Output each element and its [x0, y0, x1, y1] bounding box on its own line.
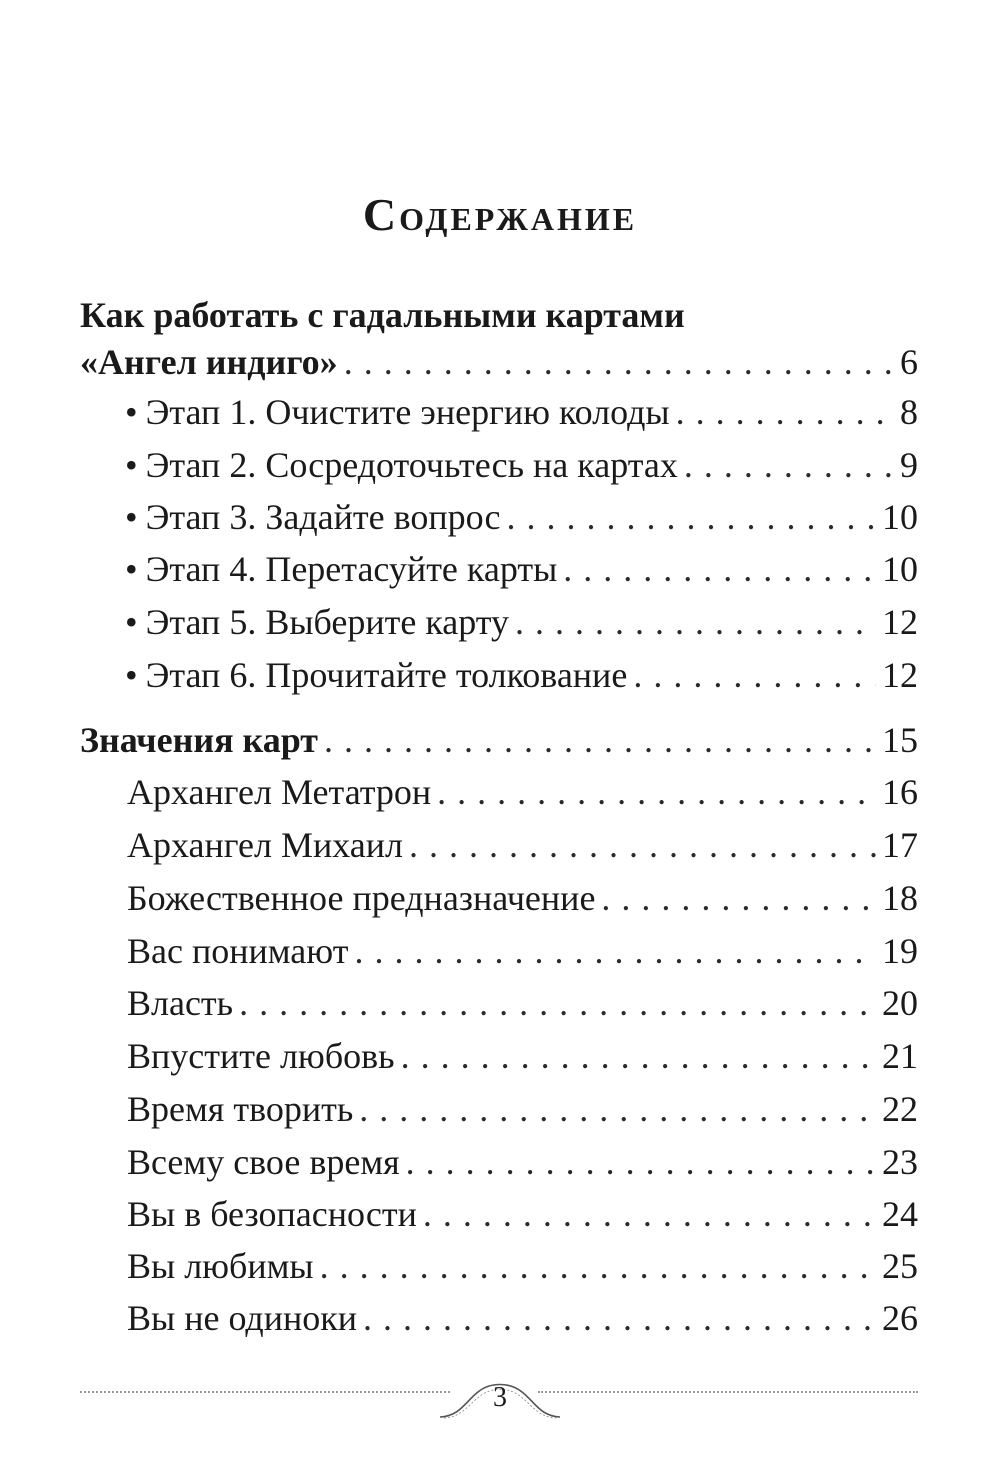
toc-entry[interactable]	[127, 978, 918, 1028]
toc-entry[interactable]	[127, 820, 918, 870]
toc-entry-label	[125, 597, 509, 647]
toc-entry-label: Вы любимы	[127, 1246, 314, 1286]
toc-entry[interactable]	[127, 1137, 918, 1187]
toc-page-number: 10	[882, 497, 918, 537]
toc-entry[interactable]	[127, 1031, 918, 1081]
leader-dots	[563, 544, 876, 594]
toc-entry-label: Время творить	[127, 1089, 354, 1129]
toc-entry[interactable]	[125, 597, 918, 647]
leader-dots	[354, 926, 876, 976]
toc-entry[interactable]	[127, 873, 918, 923]
bullet: •	[125, 497, 138, 537]
toc-entry-text: Этап 6. Прочитайте толкование	[145, 655, 628, 695]
footer-rule-left	[80, 1391, 450, 1393]
page-footer	[80, 1372, 918, 1422]
toc-section-label: «Ангел индиго»	[80, 342, 338, 382]
leader-dots	[363, 1293, 876, 1343]
toc-page-number: 21	[882, 1036, 918, 1076]
leader-dots	[676, 387, 894, 437]
leader-dots	[601, 873, 876, 923]
toc-entry[interactable]	[127, 767, 918, 817]
toc-entry[interactable]	[125, 387, 918, 437]
toc-page-number: 15	[882, 720, 918, 760]
toc-entry[interactable]	[127, 1293, 918, 1343]
bullet: •	[125, 655, 138, 695]
toc-page-number: 24	[882, 1194, 918, 1234]
toc-entry-text: Этап 5. Выберите карту	[145, 602, 510, 642]
page-title: Содержание	[362, 189, 638, 240]
toc-entry-label	[125, 650, 627, 700]
leader-dots	[324, 715, 876, 765]
toc-entry-label: Архангел Метатрон	[127, 772, 432, 812]
toc-page-number: 22	[882, 1089, 918, 1129]
toc-entry-text: Этап 1. Очистите энергию колоды	[145, 392, 670, 432]
toc-page-number: 6	[900, 342, 918, 382]
footer-rule-right	[538, 1391, 918, 1393]
toc-page-number: 17	[882, 825, 918, 865]
toc-entry-label	[125, 544, 557, 594]
toc-entry[interactable]	[127, 1189, 918, 1239]
toc-page-number: 12	[882, 655, 918, 695]
toc-entry[interactable]	[125, 440, 918, 490]
toc-page-number: 25	[882, 1246, 918, 1286]
leader-dots	[344, 337, 894, 387]
toc-entry-label: Вы не одиноки	[127, 1298, 358, 1338]
leader-dots	[401, 1031, 876, 1081]
toc-entry-label: Впустите любовь	[127, 1036, 395, 1076]
toc-page-number: 19	[882, 931, 918, 971]
toc-entry-label: Всему свое время	[127, 1142, 400, 1182]
toc-page-number: 20	[882, 983, 918, 1023]
toc-entry-label	[125, 387, 670, 437]
leader-dots	[684, 440, 894, 490]
bullet: •	[125, 549, 138, 589]
toc-page-number: 18	[882, 878, 918, 918]
toc-entry-label: Власть	[127, 983, 234, 1023]
toc-page-number: 23	[882, 1142, 918, 1182]
toc-page-number: 8	[900, 392, 918, 432]
toc-section-heading-line2[interactable]	[80, 337, 918, 387]
toc-entry[interactable]	[125, 650, 918, 700]
leader-dots	[239, 978, 876, 1028]
leader-dots	[409, 820, 876, 870]
toc-entry[interactable]	[125, 492, 918, 542]
toc-page-number: 9	[900, 445, 918, 485]
leader-dots	[359, 1084, 876, 1134]
leader-dots	[320, 1241, 876, 1291]
toc-entry-label	[125, 440, 678, 490]
toc-page-number: 12	[882, 602, 918, 642]
toc-section-heading-line1[interactable]	[80, 290, 918, 340]
toc-entry[interactable]	[125, 544, 918, 594]
toc-section-label: Как работать с гадальными картами	[80, 295, 685, 335]
bullet: •	[125, 392, 138, 432]
toc-section-heading[interactable]	[80, 715, 918, 765]
toc-entry[interactable]	[127, 1084, 918, 1134]
leader-dots	[515, 597, 876, 647]
bullet: •	[125, 445, 138, 485]
bullet: •	[125, 602, 138, 642]
toc-page-number: 10	[882, 549, 918, 589]
leader-dots	[633, 650, 876, 700]
page-number: 3	[493, 1382, 507, 1413]
toc-entry-label: Вас понимают	[127, 931, 349, 971]
toc-entry[interactable]	[127, 926, 918, 976]
leader-dots	[423, 1189, 876, 1239]
toc-page-number: 26	[882, 1298, 918, 1338]
toc-entry-label: Вы в безопасности	[127, 1194, 417, 1234]
leader-dots	[507, 492, 877, 542]
toc-entry-label: Архангел Михаил	[127, 825, 404, 865]
toc-section-label: Значения карт	[80, 720, 318, 760]
toc-entry[interactable]	[127, 1241, 918, 1291]
toc-entry-text: Этап 2. Сосредоточьтесь на картах	[145, 445, 678, 485]
toc-entry-text: Этап 3. Задайте вопрос	[145, 497, 501, 537]
leader-dots	[437, 767, 876, 817]
toc-entry-text: Этап 4. Перетасуйте карты	[145, 549, 558, 589]
leader-dots	[406, 1137, 876, 1187]
toc-entry-label	[125, 492, 501, 542]
toc-entry-label: Божественное предназначение	[127, 878, 596, 918]
toc-page-number: 16	[882, 772, 918, 812]
